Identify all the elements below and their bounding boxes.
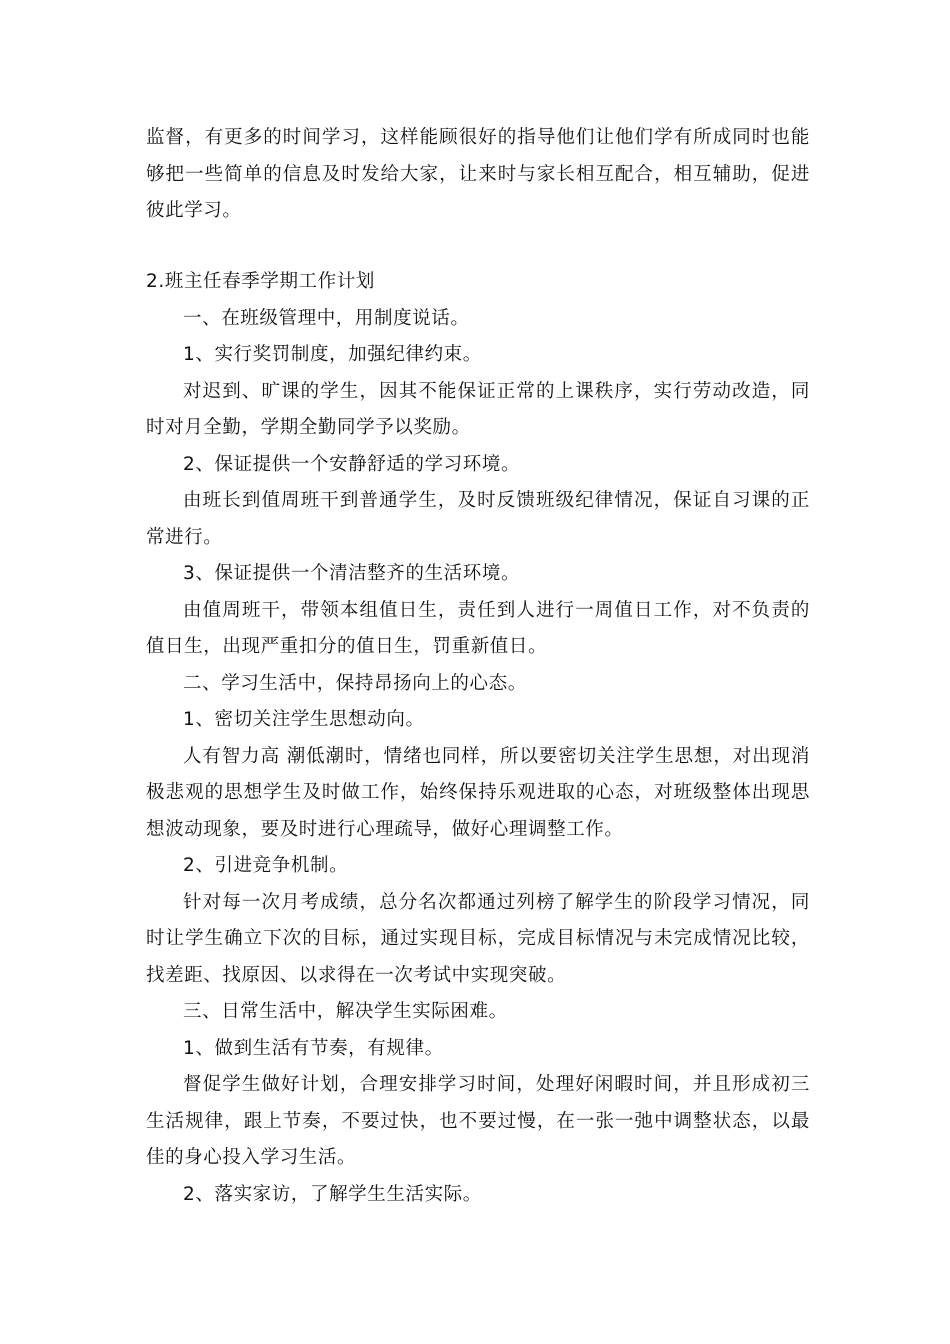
- subheading-3-2: 2、落实家访，了解学生生活实际。: [183, 1183, 482, 1205]
- heading-2: 二、学习生活中，保持昂扬向上的心态。: [183, 672, 527, 694]
- subheading-1-3: 3、保证提供一个清洁整齐的生活环境。: [183, 563, 521, 584]
- section-title: 2.班主任春季学期工作计划: [146, 271, 375, 292]
- subheading-2-1: 1、密切关注学生思想动向。: [183, 709, 425, 730]
- paragraph-1-2: 由班长到值周班干到普通学生，及时反馈班级纪律情况，保证自习课的正常进行。: [146, 490, 810, 548]
- paragraph-2-2: 针对每一次月考成绩，总分名次都通过列榜了解学生的阶段学习情况，同时让学生确立下次的目标，通过实现目标，完成目标情况与未完成情况比较，找差距、找原因、以求得在一次考试中实现突破。: [146, 891, 810, 986]
- paragraph-1-3: 由值周班干，带领本组值日生，责任到人进行一周值日工作，对不负责的值日生，出现严重扣分的值日生，罚重新值日。: [146, 599, 810, 657]
- paragraph-1-1: 对迟到、旷课的学生，因其不能保证正常的上课秩序，实行劳动改造，同时对月全勤，学期全勤同学予以奖励。: [146, 380, 810, 438]
- intro-block: [146, 120, 810, 230]
- paragraph-3-1: 督促学生做好计划，合理安排学习时间，处理好闲暇时间，并且形成初三生活规律，跟上节奏，不要过快，也不要过慢，在一张一弛中调整状态，以最佳的身心投入学习生活。: [146, 1074, 810, 1168]
- subheading-2-2: 2、引进竞争机制。: [183, 855, 349, 876]
- work-plan-section: [146, 264, 810, 1213]
- paragraph-2-1: 人有智力高 潮低潮时，情绪也同样，所以要密切关注学生思想，对出现消极悲观的思想学生及时做工作，始终保持乐观进取的心态，对班级整体出现思想波动现象，要及时进行心理疏导，做好心理调整工作。: [146, 745, 810, 840]
- subheading-1-1: 1、实行奖罚制度，加强纪律约束。: [183, 344, 482, 365]
- heading-3: 三、日常生活中，解决学生实际困难。: [183, 1001, 508, 1022]
- subheading-1-2: 2、保证提供一个安静舒适的学习环境。: [183, 453, 521, 475]
- subheading-3-1: 1、做到生活有节奏，有规律。: [183, 1037, 444, 1059]
- intro-paragraph: 监督，有更多的时间学习，这样能顾很好的指导他们让他们学有所成同时也能够把一些简单的信息及时发给大家，让来时与家长相互配合，相互辅助，促进彼此学习。: [146, 127, 810, 221]
- heading-1: 一、在班级管理中，用制度说话。: [183, 307, 470, 329]
